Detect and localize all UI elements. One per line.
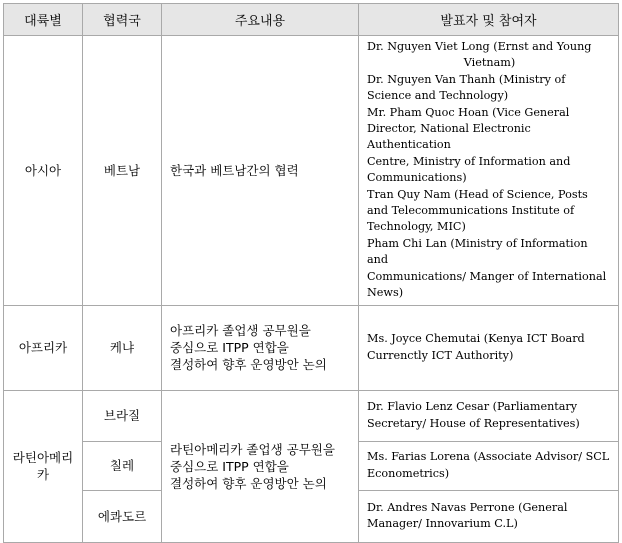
presenter-line: Manager/ Innovarium C.L) [367, 517, 518, 530]
continent-cell: 라틴아메리 카 [4, 390, 83, 542]
presenter-line: Econometrics) [367, 466, 450, 480]
presenters-cell [359, 390, 619, 441]
presenter-line: Director, National Electronic Authentication [367, 122, 531, 152]
table-row-africa [4, 305, 619, 390]
table-row-brazil [4, 390, 619, 441]
presenter-line: Dr. Flavio Lenz Cesar (Parliamentary [367, 400, 578, 414]
presenter-line: Communications/ Manger of International [367, 269, 607, 283]
presenter-line: and Telecommunications Institute of [367, 204, 575, 218]
presenter-line: Science and Technology) [367, 89, 509, 103]
header-partner-country: 협력국 [83, 4, 162, 36]
presenters-cell [359, 441, 619, 490]
header-presenters: 발표자 및 참여자 [359, 4, 619, 36]
presenter-line: Communications) [367, 171, 467, 185]
header-row [4, 4, 619, 36]
continent-cell: 아프리카 [4, 305, 83, 390]
presenter-line: Pham Chi Lan (Ministry of Information and [367, 236, 588, 267]
header-main-content: 주요내용 [162, 4, 359, 36]
content-cell: 아프리카 졸업생 공무원을 중심으로 ITPP 연합을 결성하여 향후 운영방안 논의 [162, 305, 359, 390]
content-cell: 한국과 베트남간의 협력 [162, 36, 359, 306]
presenter-line: Ms. Joyce Chemutai (Kenya ICT Board [367, 332, 585, 346]
presenters-cell [359, 305, 619, 390]
country-cell: 베트남 [83, 36, 162, 306]
content-cell: 라틴아메리카 졸업생 공무원을 중심으로 ITPP 연합을 결성하여 향후 운영방안 논의 [162, 390, 359, 542]
presenter-line: Ms. Farias Lorena (Associate Advisor/ SCL [367, 450, 610, 464]
presenter-line: Currenctly ICT Authority) [367, 348, 514, 362]
country-cell: 케냐 [83, 305, 162, 390]
presenters-cell [359, 490, 619, 542]
presenter-line: Centre, Ministry of Information and [367, 154, 571, 168]
presenter-line: Secretary/ House of Representatives) [367, 416, 580, 430]
country-cell: 브라질 [83, 390, 162, 441]
presenters-cell [359, 36, 619, 306]
continent-cell: 아시아 [4, 36, 83, 306]
presenter-line: Dr. Andres Navas Perrone (General [367, 500, 568, 514]
country-cell: 에콰도르 [83, 490, 162, 542]
presenter-line: News) [367, 286, 404, 300]
table-row-asia [4, 36, 619, 306]
participants-table [3, 3, 619, 543]
presenter-line: Dr. Nguyen Viet Long (Ernst and Young [367, 40, 592, 53]
presenter-line: Dr. Nguyen Van Thanh (Ministry of [367, 72, 566, 86]
presenter-line: Vietnam) [463, 56, 516, 70]
presenter-line: Mr. Pham Quoc Hoan (Vice General [367, 105, 570, 119]
country-cell: 칠레 [83, 441, 162, 490]
header-continent: 대륙별 [4, 4, 83, 36]
presenter-line: Tran Quy Nam (Head of Science, Posts [367, 187, 588, 201]
presenter-line: Technology, MIC) [367, 220, 466, 234]
